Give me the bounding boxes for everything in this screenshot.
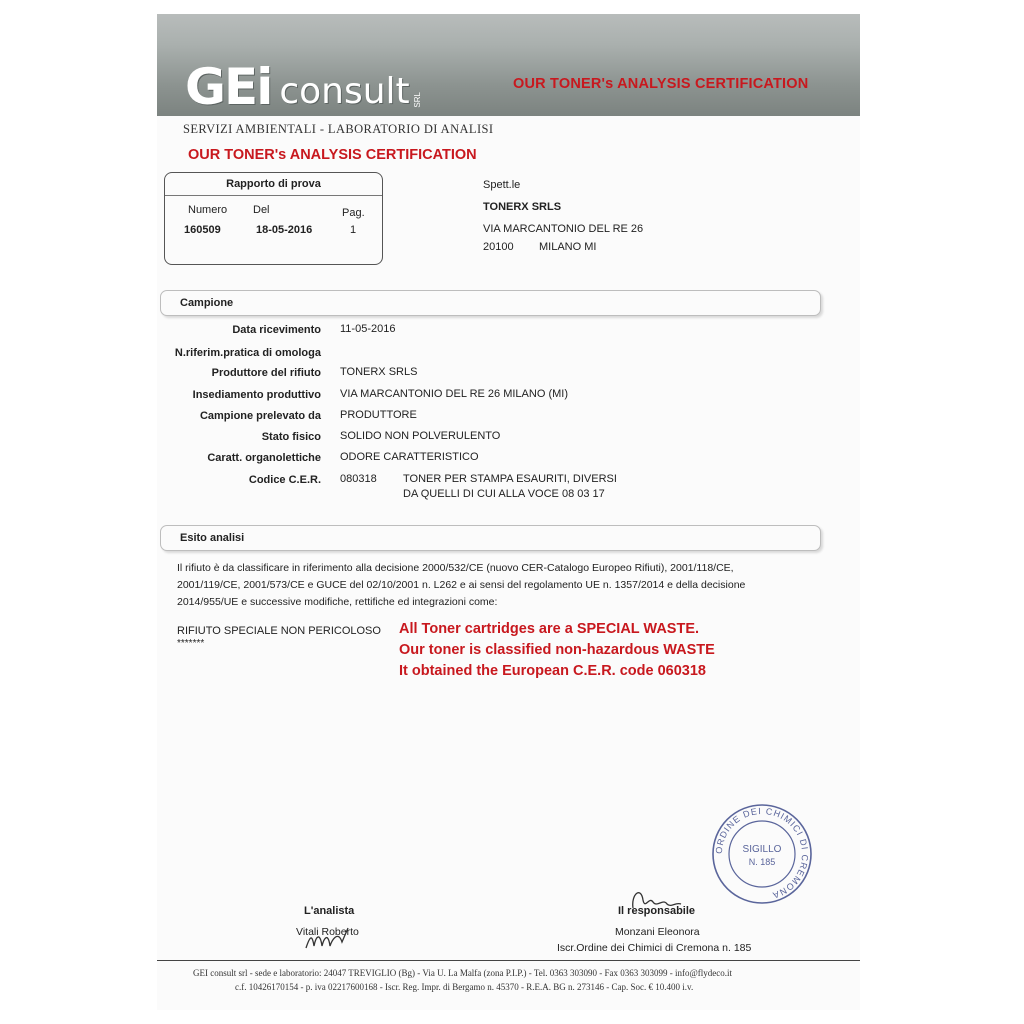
- del-label: Del: [253, 204, 270, 216]
- esito-section-label: Esito analisi: [180, 532, 245, 544]
- header-band: [157, 14, 860, 116]
- responsible-name: Monzani Eleonora: [615, 926, 700, 938]
- red-note-line-1: All Toner cartridges are a SPECIAL WASTE.: [399, 621, 700, 637]
- field-label-stato-fisico: Stato fisico: [261, 431, 321, 443]
- cer-description-line-1: TONER PER STAMPA ESAURITI, DIVERSI: [403, 473, 617, 485]
- field-value-data-ricevimento: 11-05-2016: [340, 323, 396, 335]
- recipient-zip: 20100: [483, 241, 514, 253]
- campione-section-bar: [160, 290, 821, 316]
- logo-srl-text: SRL: [412, 92, 422, 108]
- classification-text: RIFIUTO SPECIALE NON PERICOLOSO: [177, 625, 381, 637]
- field-label-produttore: Produttore del rifiuto: [211, 367, 321, 379]
- report-box: [164, 172, 383, 265]
- responsible-signature: [627, 884, 685, 918]
- field-label-codice-cer: Codice C.E.R.: [248, 474, 321, 486]
- field-value-stato-fisico: SOLIDO NON POLVERULENTO: [340, 430, 501, 442]
- responsible-registry: Iscr.Ordine dei Chimici di Cremona n. 185: [557, 942, 752, 954]
- gei-consult-logo: [185, 58, 422, 116]
- numero-label: Numero: [188, 204, 228, 216]
- esito-paragraph-line-3: 2014/955/UE e successive modifiche, rettifiche ed integrazioni come:: [177, 596, 498, 608]
- recipient-street: VIA MARCANTONIO DEL RE 26: [483, 223, 644, 235]
- analyst-title: L'analista: [304, 905, 355, 917]
- esito-section-bar: [160, 525, 821, 551]
- logo-gei-text: GEi: [185, 58, 272, 116]
- del-value: 18-05-2016: [256, 224, 313, 236]
- analyst-signature: [302, 922, 362, 956]
- field-label-data-ricevimento: Data ricevimento: [232, 324, 321, 336]
- recipient-greeting: Spett.le: [483, 179, 521, 191]
- pag-label: Pag.: [342, 207, 365, 219]
- services-subtitle: SERVIZI AMBIENTALI - LABORATORIO DI ANALISI: [183, 122, 494, 136]
- certification-title: OUR TONER's ANALYSIS CERTIFICATION: [188, 147, 477, 163]
- classification-asterisks: *******: [177, 638, 205, 649]
- stamp-seal-text: SIGILLO: [742, 844, 782, 855]
- campione-section-label: Campione: [180, 297, 234, 309]
- field-value-codice-cer: 080318: [340, 473, 377, 485]
- header-cert-banner: OUR TONER's ANALYSIS CERTIFICATION: [513, 76, 809, 92]
- field-label-omologa: N.riferim.pratica di omologa: [174, 347, 321, 359]
- field-label-insediamento: Insediamento produttivo: [192, 389, 321, 401]
- field-value-prelevato: PRODUTTORE: [340, 409, 417, 421]
- red-note-line-3: It obtained the European C.E.R. code 060318: [399, 663, 706, 679]
- field-value-produttore: TONERX SRLS: [340, 366, 418, 378]
- certificate-document: [157, 14, 860, 1010]
- recipient-city: MILANO MI: [539, 241, 597, 253]
- numero-value: 160509: [184, 224, 221, 236]
- pag-value: 1: [350, 224, 357, 236]
- esito-paragraph-line-1: Il rifiuto è da classificare in riferimento alla decisione 2000/532/CE (nuovo CER-Catalogo Europeo Rifiuti), 2001/118/CE,: [177, 562, 734, 574]
- report-divider: [165, 195, 382, 196]
- field-value-insediamento: VIA MARCANTONIO DEL RE 26 MILANO (MI): [340, 388, 568, 400]
- stamp-outer-text: ORDINE DEI CHIMICI DI CREMONA: [713, 805, 811, 901]
- footer-divider: [157, 960, 860, 961]
- logo-consult-text: consult: [279, 71, 410, 112]
- report-title: Rapporto di prova: [226, 178, 321, 190]
- responsible-title: Il responsabile: [618, 905, 696, 917]
- field-label-organolettiche: Caratt. organolettiche: [207, 452, 321, 464]
- esito-paragraph-line-2: 2001/119/CE, 2001/573/CE e GUCE del 02/10/2001 n. L262 e ai sensi del regolamento UE n. 1357/2014 e della decisione: [177, 579, 746, 591]
- field-value-organolettiche: ODORE CARATTERISTICO: [340, 451, 479, 463]
- cer-description-line-2: DA QUELLI DI CUI ALLA VOCE 08 03 17: [403, 488, 605, 500]
- stamp-number-text: N. 185: [748, 857, 776, 867]
- analyst-name: Vitali Roberto: [296, 926, 359, 938]
- red-note-line-2: Our toner is classified non-hazardous WASTE: [399, 642, 715, 658]
- field-label-prelevato: Campione prelevato da: [199, 410, 321, 422]
- recipient-name: TONERX SRLS: [483, 201, 562, 213]
- chemists-seal-stamp: [710, 802, 814, 906]
- footer-line-2: c.f. 10426170154 - p. iva 02217600168 - Iscr. Reg. Impr. di Bergamo n. 45370 - R.E.A. BG n. 273146 - Cap. Soc. € 10.400 i.v.: [235, 982, 694, 992]
- footer-line-1: GEI consult srl - sede e laboratorio: 24047 TREVIGLIO (Bg) - Via U. La Malfa (zona P.I.P.) - Tel. 0363 303090 - Fax 0363 303099 - info@flydeco.it: [193, 968, 733, 978]
